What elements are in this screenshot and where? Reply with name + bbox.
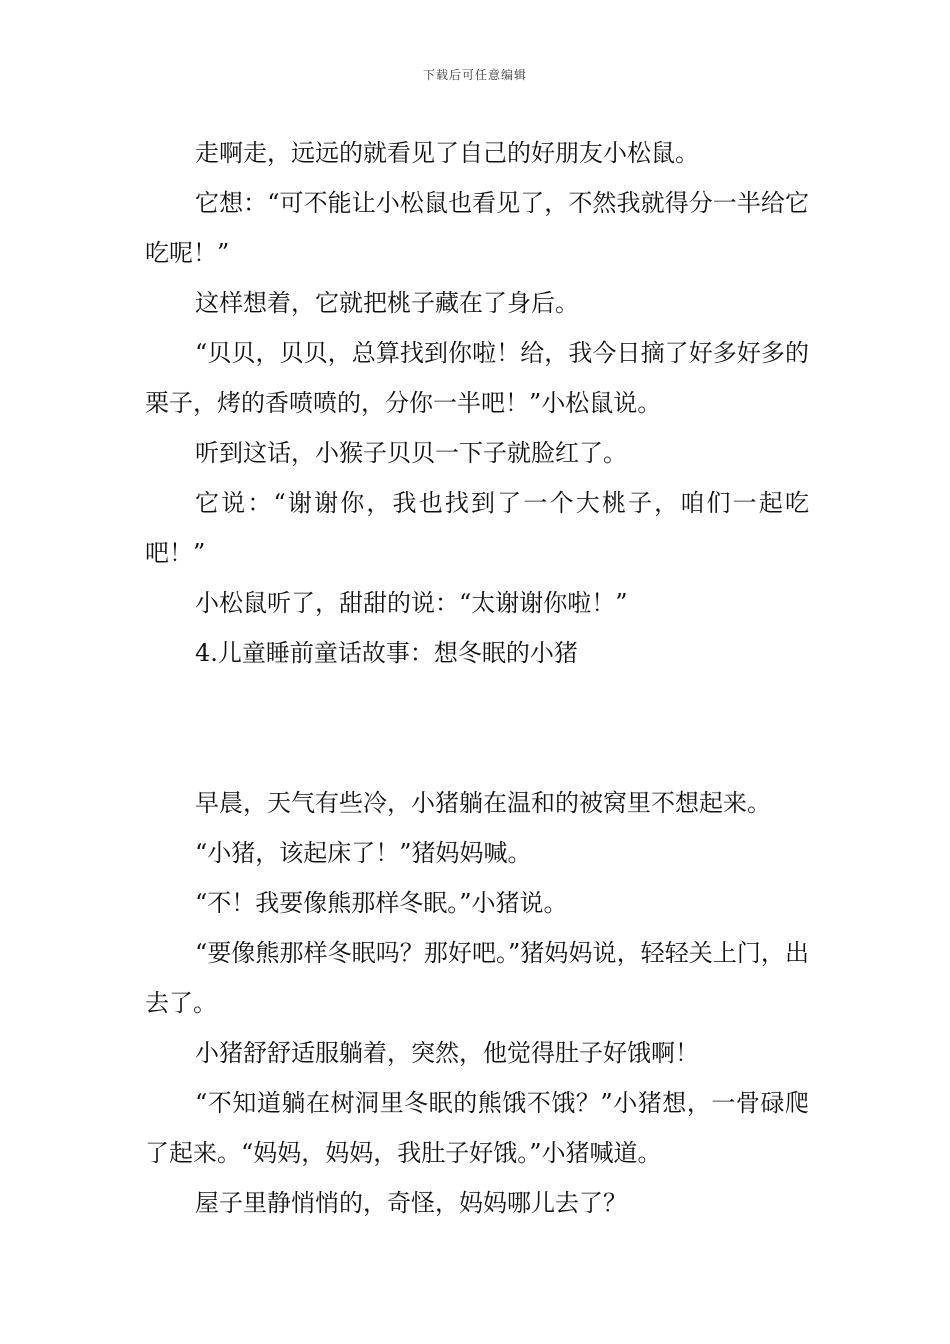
blank-space (145, 678, 809, 778)
paragraph: 小猪舒舒适服躺着，突然，他觉得肚子好饿啊！ (195, 1039, 699, 1067)
paragraph: “不！我要像熊那样冬眠。”小猪说。 (195, 889, 568, 917)
paragraph: 这样想着，它就把桃子藏在了身后。 (195, 289, 579, 317)
section-heading: 4.儿童睡前童话故事：想冬眠的小猪 (195, 639, 578, 667)
paragraph: “不知道躺在树洞里冬眠的熊饿不饿？”小猪想，一骨碌爬了起来。“妈妈，妈妈，我肚子好饿。”小猪喊道。 (145, 1089, 809, 1167)
paragraph: “贝贝，贝贝，总算找到你啦！给，我今日摘了好多好多的栗子，烤的香喷喷的，分你一半吧！”小松鼠说。 (145, 339, 809, 417)
paragraph: 它说：“谢谢你，我也找到了一个大桃子，咱们一起吃吧！” (145, 489, 809, 567)
paragraph: 走啊走，远远的就看见了自己的好朋友小松鼠。 (195, 139, 699, 167)
paragraph: 屋子里静悄悄的，奇怪，妈妈哪儿去了？ (195, 1189, 627, 1217)
paragraph: “要像熊那样冬眠吗？那好吧。”猪妈妈说，轻轻关上门，出去了。 (145, 939, 809, 1017)
page-header: 下载后可任意编辑 (422, 68, 527, 82)
paragraph: 小松鼠听了，甜甜的说：“太谢谢你啦！” (195, 589, 628, 617)
paragraph: 听到这话，小猴子贝贝一下子就脸红了。 (195, 439, 627, 467)
paragraph: “小猪，该起床了！”猪妈妈喊。 (195, 839, 532, 867)
document-body (145, 128, 809, 1228)
paragraph: 它想：“可不能让小松鼠也看见了，不然我就得分一半给它吃呢！” (145, 189, 809, 267)
paragraph: 早晨，天气有些冷，小猪躺在温和的被窝里不想起来。 (195, 789, 771, 817)
